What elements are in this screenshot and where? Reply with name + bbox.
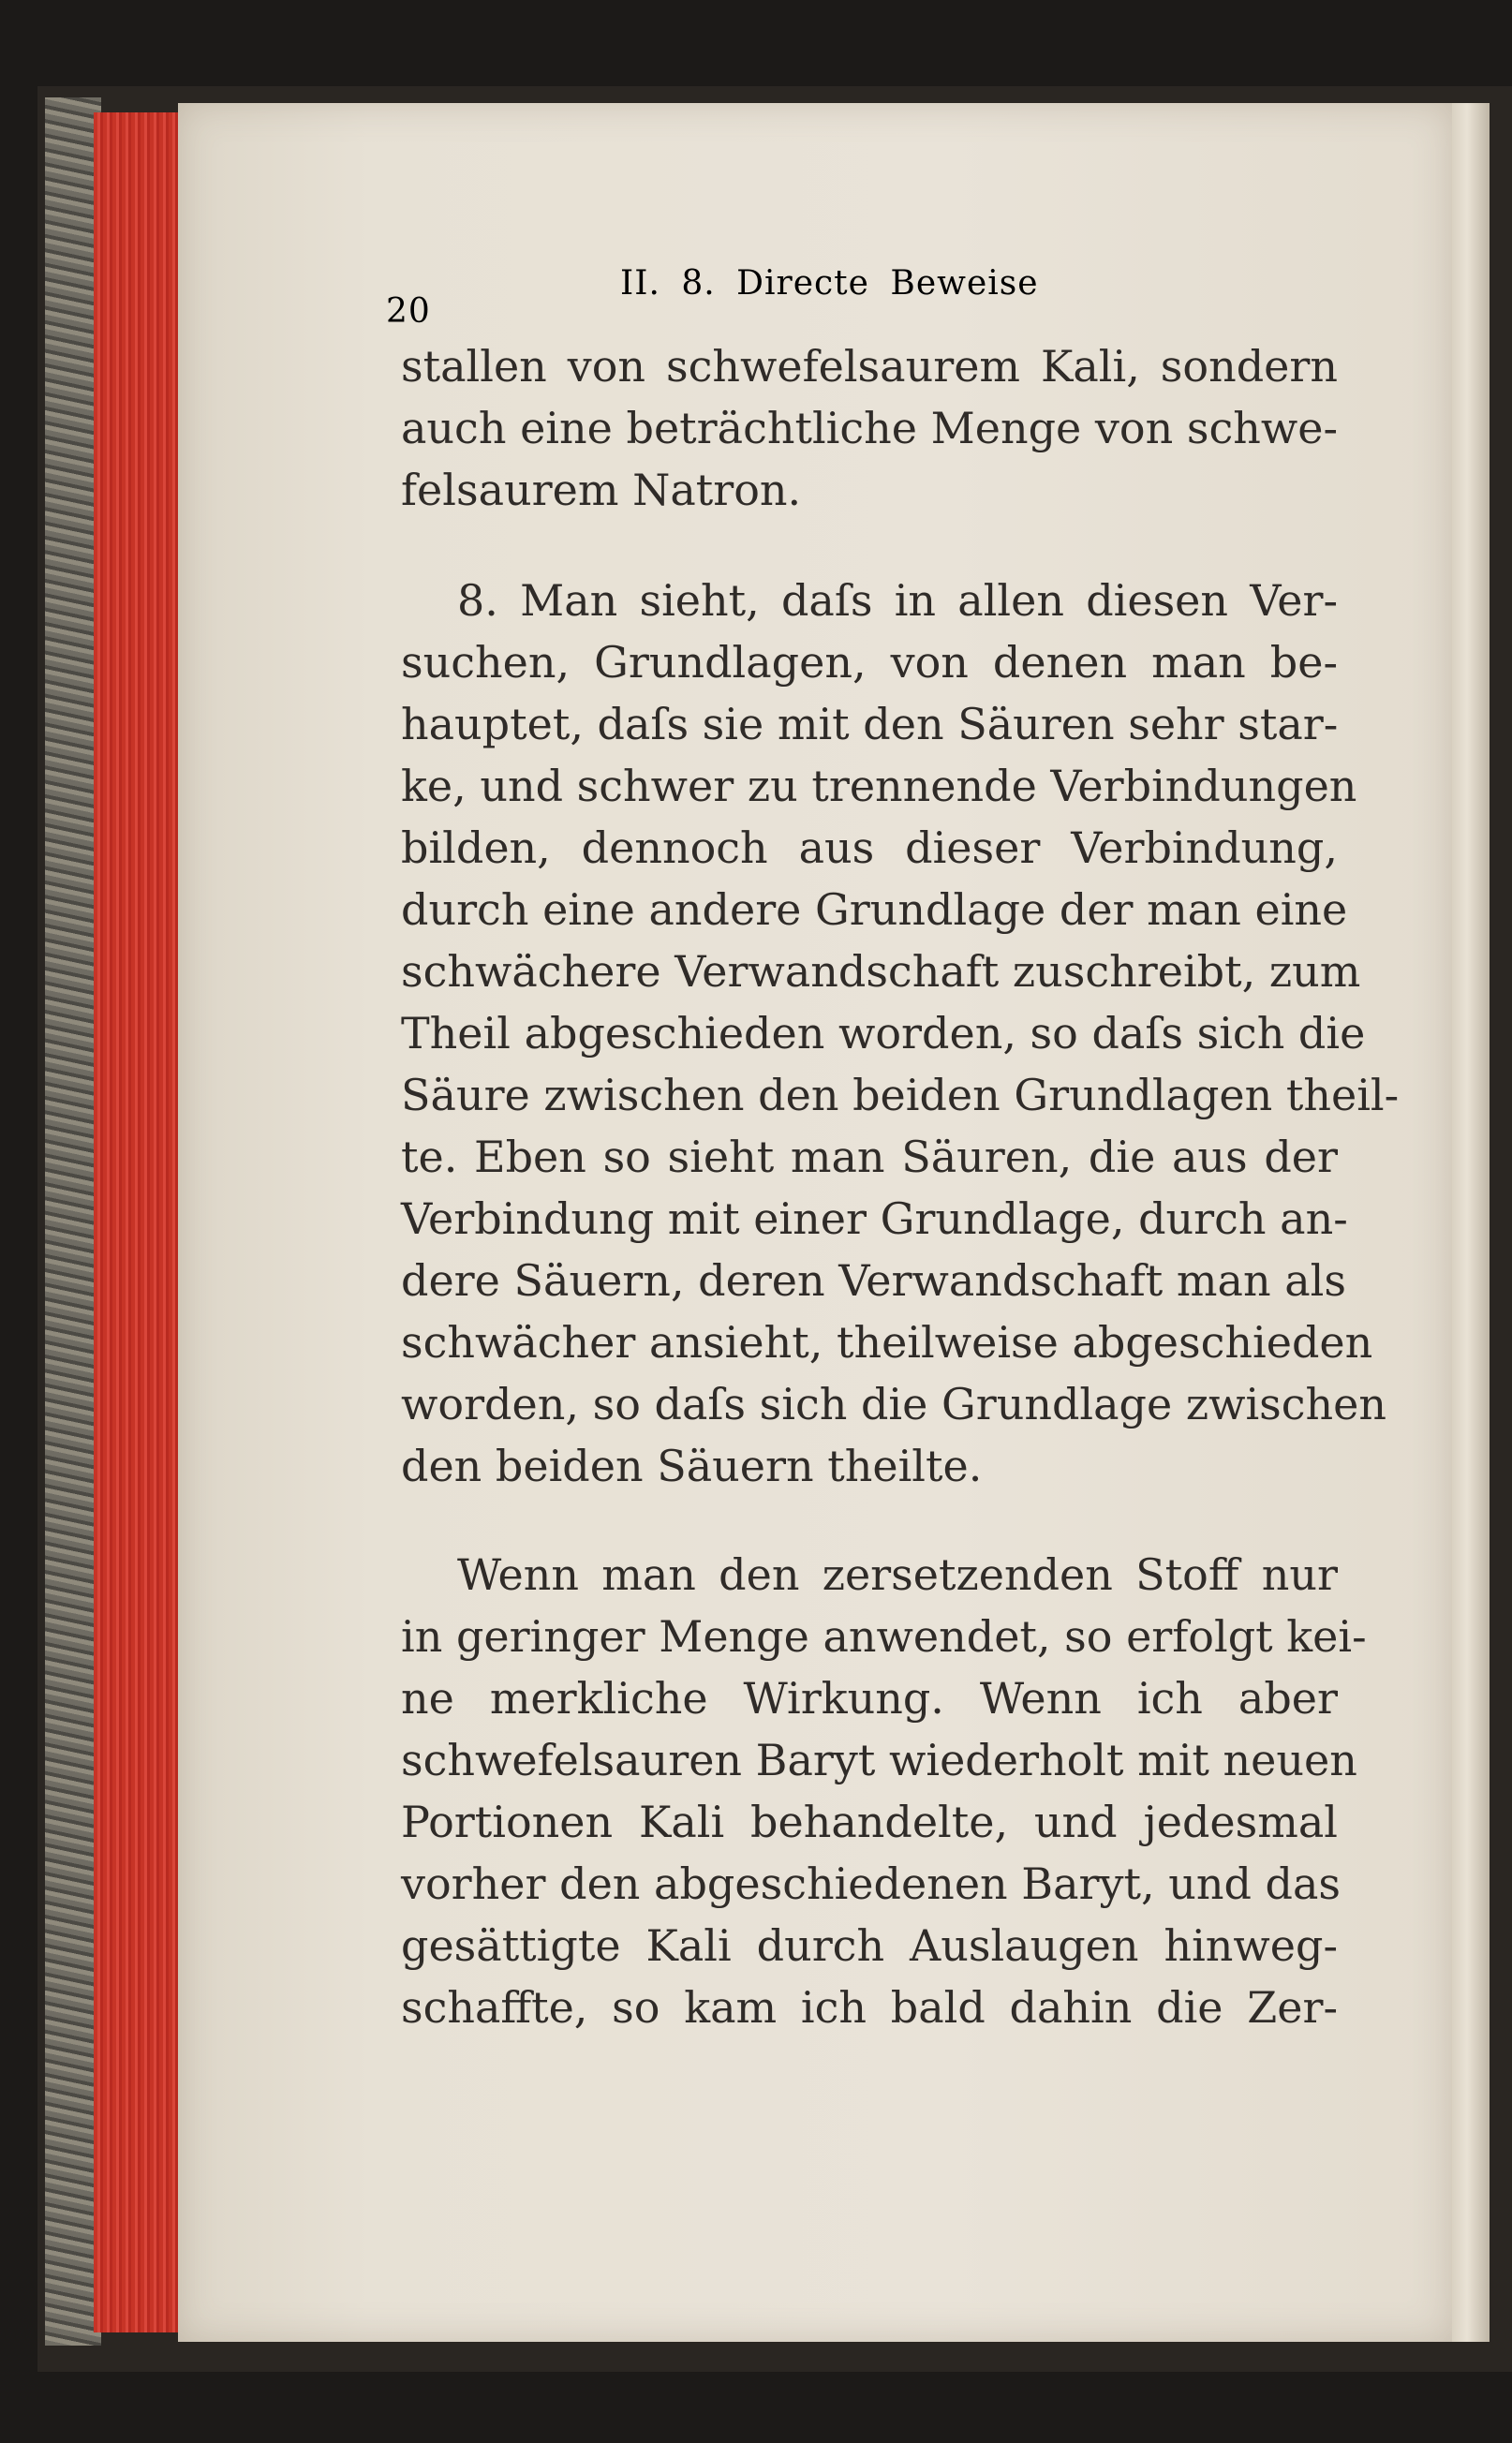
paragraph-2 xyxy=(401,570,1400,1497)
text-line: te. Eben so sieht man Säuren, die aus der xyxy=(401,1132,1338,1182)
paragraph-3 xyxy=(401,1544,1367,2038)
text-line: vorher den abgeschiedenen Baryt, und das xyxy=(401,1858,1342,1909)
text-line: worden, so daſs sich die Grundlage zwischen xyxy=(401,1379,1387,1429)
text-line: suchen, Grundlagen, von denen man be- xyxy=(401,637,1338,688)
text-line: den beiden Säuern theilte. xyxy=(401,1441,983,1491)
text-line: hauptet, daſs sie mit den Säuren sehr star- xyxy=(401,699,1339,749)
text-line: durch eine andere Grundlage der man eine xyxy=(401,884,1348,935)
text-line: Portionen Kali behandelte, und jedesmal xyxy=(401,1797,1338,1847)
text-line: schwächere Verwandschaft zuschreibt, zum xyxy=(401,946,1361,997)
text-line: gesättigte Kali durch Auslaugen hinweg- xyxy=(401,1920,1338,1971)
page-gutter xyxy=(1452,103,1490,2342)
text-line: 8. Man sieht, daſs in allen diesen Ver- xyxy=(457,575,1338,626)
text-line: Säure zwischen den beiden Grundlagen theil- xyxy=(401,1070,1400,1120)
text-line: felsaurem Natron. xyxy=(401,465,802,515)
text-line: in geringer Menge anwendet, so erfolgt kei- xyxy=(401,1611,1367,1662)
marbled-cover-edge xyxy=(45,97,101,2346)
text-line: ke, und schwer zu trennende Verbindungen xyxy=(401,761,1357,811)
text-line: bilden, dennoch aus dieser Verbindung, xyxy=(401,822,1338,873)
text-line: Wenn man den zersetzenden Stoff nur xyxy=(457,1549,1338,1600)
paragraph-1 xyxy=(401,335,1338,521)
text-line: dere Säuern, deren Verwandschaft man als xyxy=(401,1255,1346,1306)
text-line: Theil abgeschieden worden, so daſs sich die xyxy=(401,1008,1366,1059)
page-number: 20 xyxy=(386,292,431,331)
text-line: schwefelsauren Baryt wiederholt mit neuen xyxy=(401,1735,1357,1785)
text-line: auch eine beträchtliche Menge von schwe- xyxy=(401,403,1338,453)
text-line: schaffte, so kam ich bald dahin die Zer- xyxy=(401,1982,1338,2033)
text-line: stallen von schwefelsaurem Kali, sondern xyxy=(401,341,1338,392)
text-line: Verbindung mit einer Grundlage, durch an- xyxy=(401,1193,1348,1244)
running-head xyxy=(386,264,1229,331)
text-line: ne merkliche Wirkung. Wenn ich aber xyxy=(401,1673,1338,1724)
running-head-title: II. 8. Directe Beweise xyxy=(620,264,1039,303)
text-line: schwächer ansieht, theilweise abgeschieden xyxy=(401,1317,1373,1368)
